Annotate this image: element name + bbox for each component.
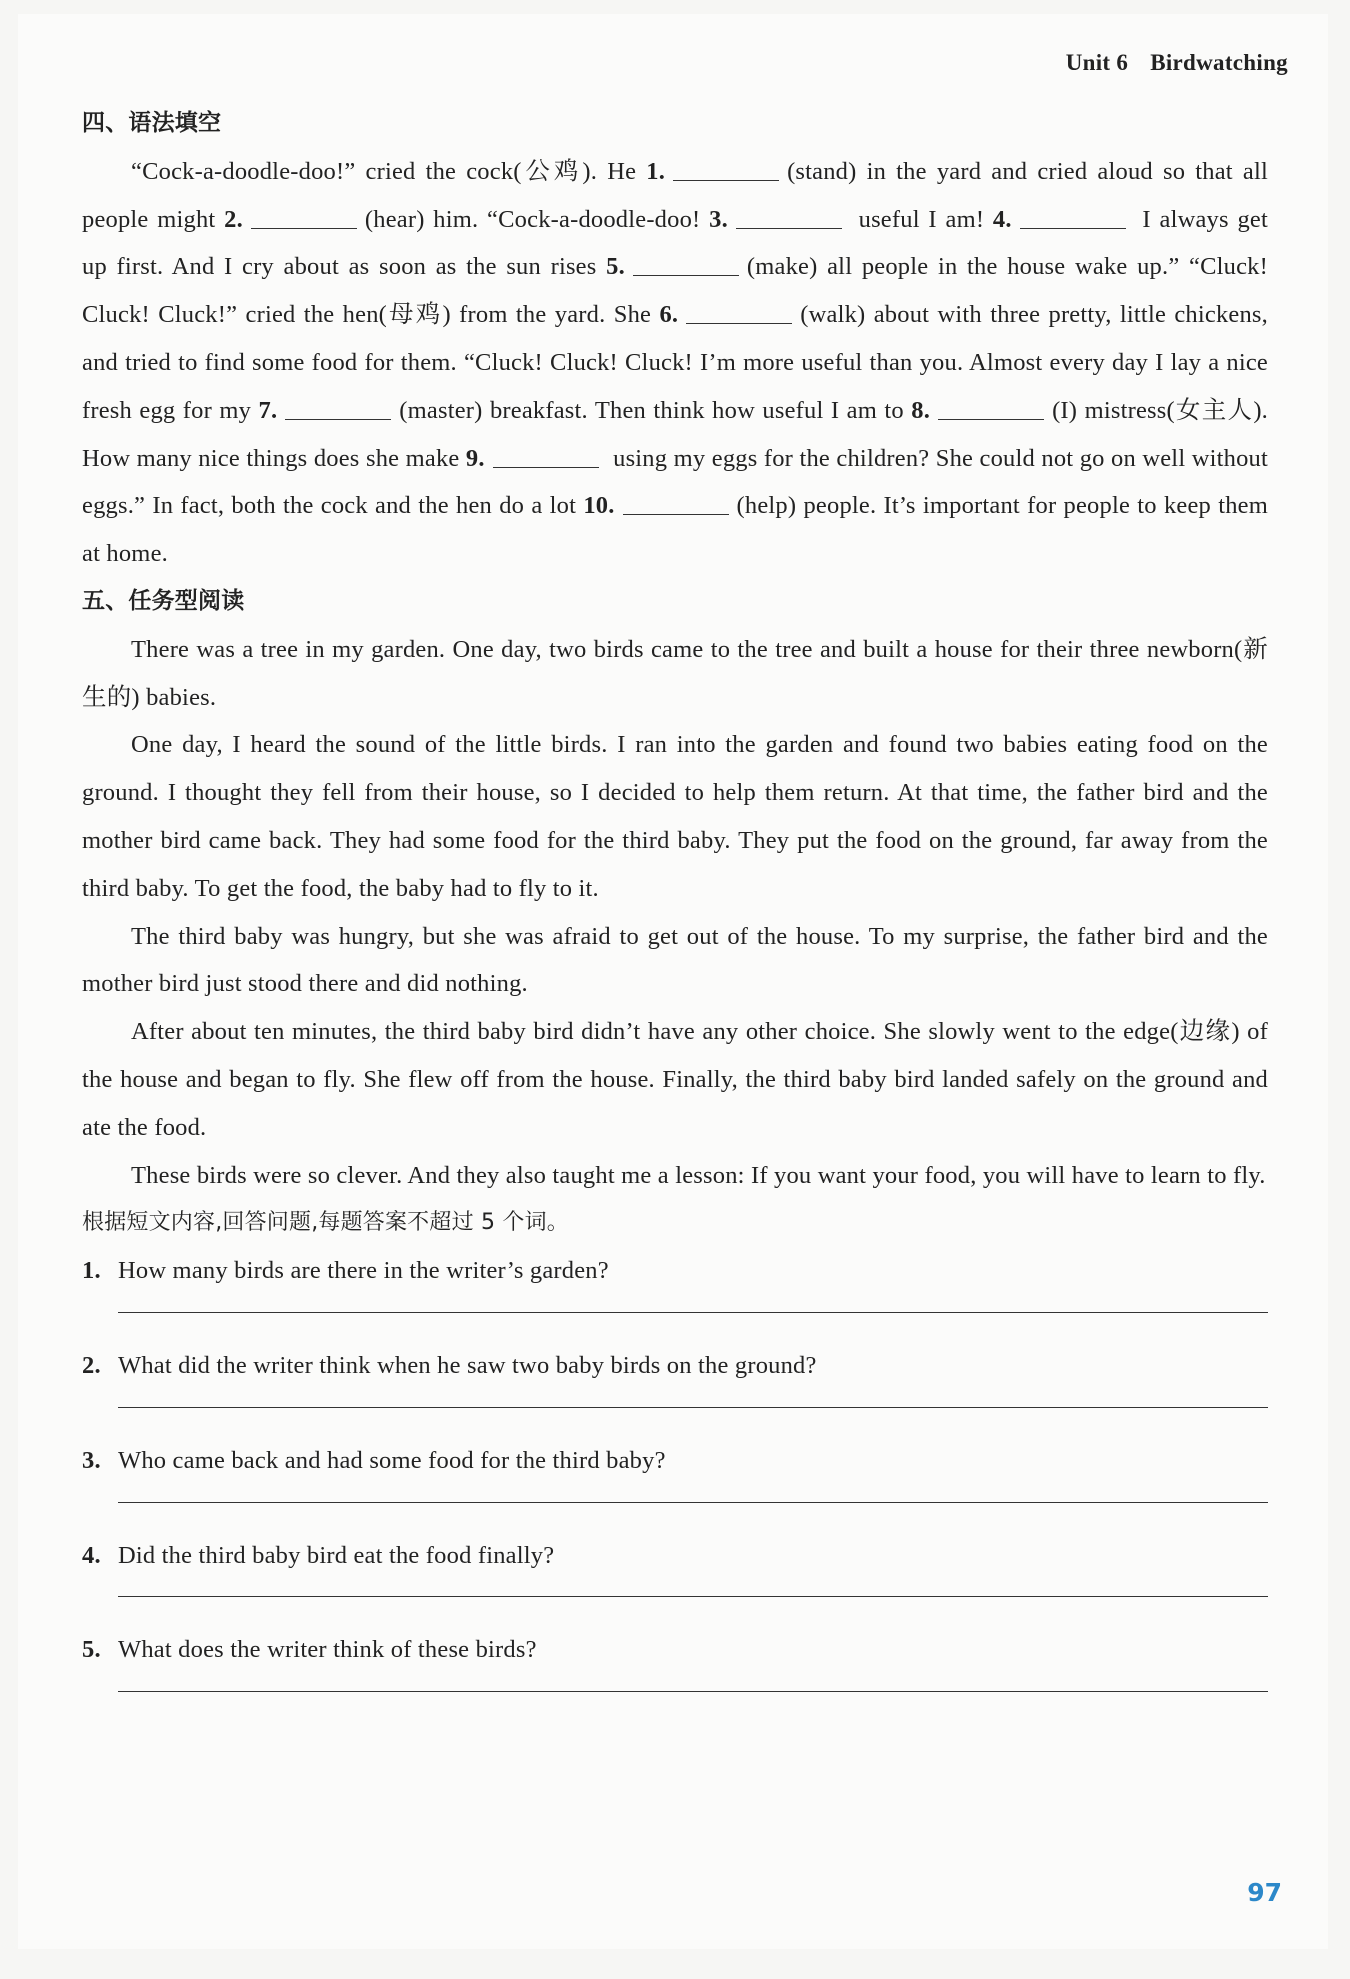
page-number: 97 [1247, 1878, 1282, 1907]
cloze-passage [82, 148, 1268, 578]
unit-title: Birdwatching [1150, 50, 1288, 75]
cloze-blank[interactable] [633, 253, 739, 276]
unit-label: Unit 6 [1065, 50, 1129, 75]
cloze-blank[interactable] [251, 206, 357, 229]
question-item [82, 1342, 1268, 1390]
cloze-text: (walk) about with three pretty, little chickens, and tried to find some food for them. “Cluck! Cluck! Cluck! I’m more useful than you. Almost every day I lay a nice fresh egg for my [82, 301, 1268, 424]
section5-title: 五、任务型阅读 [82, 587, 245, 614]
page-content [82, 100, 1268, 1721]
question-number: 3. [82, 1446, 101, 1474]
cloze-text: (help) people. It’s important for people to keep them at home. [82, 492, 1269, 568]
cloze-blank[interactable] [623, 492, 729, 515]
question-text: How many birds are there in the writer’s garden? [118, 1257, 609, 1285]
reading-paragraph: There was a tree in my garden. One day, two birds came to the tree and built a house for their three newborn(新生的) babies. [82, 635, 1268, 711]
question-text: Who came back and had some food for the third baby? [118, 1446, 666, 1474]
cloze-blank[interactable] [285, 397, 391, 420]
question-number: 4. [82, 1541, 101, 1569]
question-text: What did the writer think when he saw two baby birds on the ground? [118, 1351, 817, 1379]
reading-paragraph: The third baby was hungry, but she was afraid to get out of the house. To my surprise, the father bird and the mother bird just stood there and did nothing. [82, 922, 1268, 998]
cloze-blank[interactable] [736, 206, 842, 229]
workbook-page [18, 14, 1328, 1949]
question-item [82, 1437, 1268, 1485]
blank-number: 2. [224, 205, 243, 233]
blank-number: 5. [606, 253, 625, 281]
cloze-blank[interactable] [686, 301, 792, 324]
answer-line[interactable] [118, 1691, 1268, 1692]
blank-number: 7. [258, 396, 278, 424]
blank-number: 10. [583, 492, 615, 520]
blank-number: 3. [709, 205, 728, 233]
section4-title: 四、语法填空 [82, 110, 222, 136]
blank-number: 6. [659, 301, 679, 329]
cloze-blank[interactable] [938, 397, 1044, 420]
cloze-text: (I) mistress(女主人). How many nice things does she make [82, 396, 1269, 472]
answer-line[interactable] [118, 1596, 1268, 1597]
cloze-text: useful I am! [849, 205, 993, 233]
cloze-text: I always get up first. And I cry about as soon as the sun rises [82, 205, 1268, 281]
page-header [1066, 50, 1288, 76]
question-item [82, 1626, 1268, 1674]
question-number: 5. [82, 1636, 101, 1664]
cloze-blank[interactable] [673, 158, 779, 181]
reading-paragraph: One day, I heard the sound of the little birds. I ran into the garden and found two babies eating food on the ground. I thought they fell from their house, so I decided to help them return. At that time, the father bird and the mother bird came back. They had some food for the third baby. They put the food on the ground, far away from the third baby. To get the food, the baby had to fly to it. [82, 731, 1268, 902]
question-item [82, 1247, 1268, 1295]
cloze-text: (master) breakfast. Then think how useful I am to [399, 396, 912, 424]
cloze-text: using my eggs for the children? She could not go on well without eggs.” In fact, both the cock and the hen do a lot [82, 444, 1268, 520]
answer-line[interactable] [118, 1312, 1268, 1313]
answer-line[interactable] [118, 1502, 1268, 1503]
blank-number: 1. [646, 157, 666, 185]
question-number: 1. [82, 1257, 101, 1285]
answer-line[interactable] [118, 1407, 1268, 1408]
question-item [82, 1532, 1268, 1580]
reading-paragraph: After about ten minutes, the third baby bird didn’t have any other choice. She slowly went to the edge(边缘) of the house and began to fly. She flew off from the house. Finally, the third baby bird landed safely on the ground and ate the food. [82, 1018, 1268, 1141]
question-text: Did the third baby bird eat the food finally? [118, 1541, 555, 1569]
cloze-blank[interactable] [493, 445, 599, 468]
cloze-text: (make) all people in the house wake up.” “Cluck! Cluck! Cluck!” cried the hen(母鸡) from the yard. She [82, 253, 1268, 329]
question-text: What does the writer think of these birds? [118, 1636, 537, 1664]
blank-number: 8. [911, 396, 931, 424]
cloze-text: (hear) him. “Cock-a-doodle-doo! [364, 205, 710, 233]
cloze-text: (stand) in the yard and cried aloud so that all people might [82, 157, 1269, 233]
cloze-text: “Cock-a-doodle-doo!” cried the cock(公鸡). He [131, 157, 647, 185]
reading-paragraph: These birds were so clever. And they also taught me a lesson: If you want your food, you will have to learn to fly. [131, 1161, 1266, 1189]
blank-number: 4. [992, 205, 1012, 233]
question-number: 2. [82, 1351, 101, 1379]
question-instruction: 根据短文内容,回答问题,每题答案不超过 5 个词。 [82, 1210, 569, 1236]
blank-number: 9. [465, 444, 485, 472]
cloze-blank[interactable] [1020, 206, 1126, 229]
